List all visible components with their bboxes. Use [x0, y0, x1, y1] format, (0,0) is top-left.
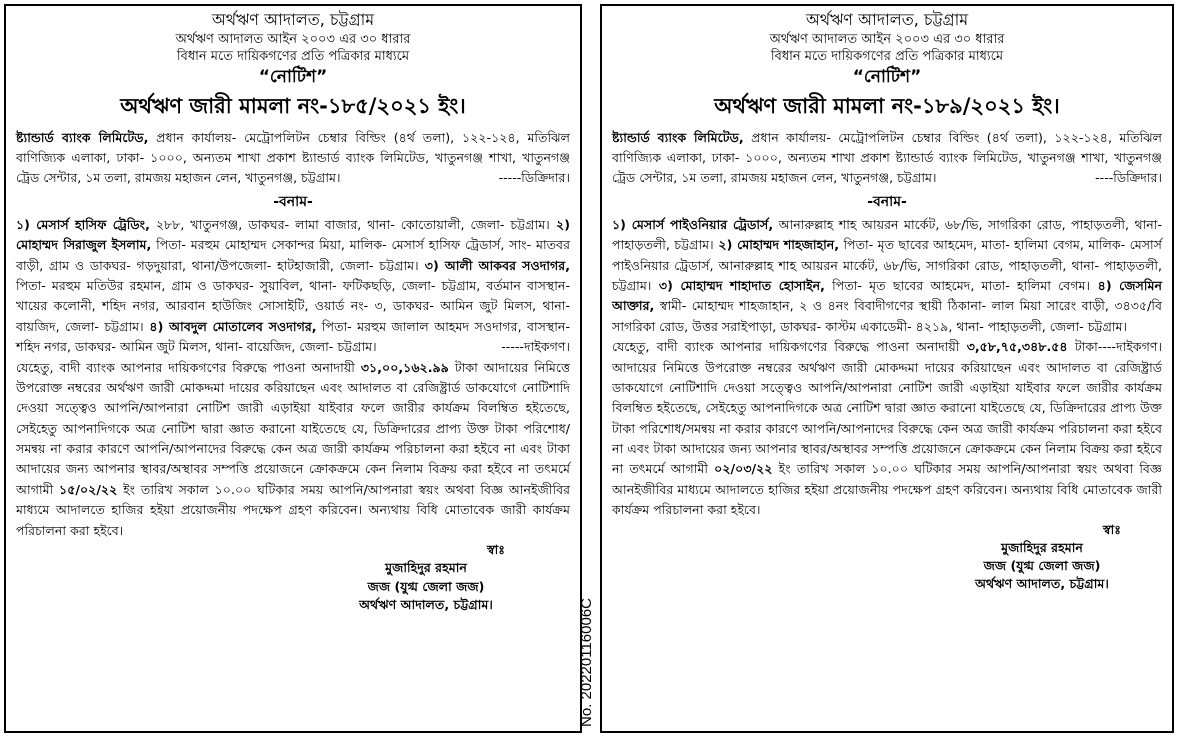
judge-title: জজ (যুগ্ম জেলা জজ) — [367, 578, 485, 594]
versus-label: -বনাম- — [273, 193, 313, 210]
plaintiff-role: ----ডিক্রিদার। — [1095, 170, 1162, 186]
hearing-date: ০২/০৩/২২ — [714, 461, 773, 477]
plaintiff-paragraph — [16, 128, 570, 189]
defendant-3-details: পিতা- মৃত ছাবের আহমেদ, মাতা- হালিমা বেগম। — [824, 277, 1091, 293]
judge-name: মুজাহিদুর রহমান — [385, 560, 467, 576]
notice-heading: “নোটিশ” — [258, 66, 328, 87]
plaintiff-address: প্রধান কার্যালয়- মেট্রোপলিটন চেম্বার বিল্ডিং (৪র্থ তলা), ১২২-১২৪, মতিঝিল বাণিজ্যিক এলাকা, ঢাকা- ১০০০, অন্যতম শাখা প্রকাশ ষ্ট্যান্ডার্ড ব্যাংক লিমিটেড, খাতুনগঞ্জ শাখা, খাতুনগঞ্জ ট্রেড সেন্টার, ১ম তলা, রামজয় মহাজন লেন, খাতুনগঞ্জ, চট্টগ্রাম। — [16, 129, 571, 186]
act-line-1: অর্থঋণ আদালত আইন ২০০৩ এর ৩০ ধারার — [175, 31, 411, 47]
signature-mark: স্বাঃ — [486, 542, 506, 558]
court-name: অর্থঋণ আদালত, চট্টগ্রাম — [805, 10, 969, 29]
defendant-4-name: ৪) আবদুল মোতালেব সওদাগর, — [143, 318, 317, 334]
judge-court: অর্থঋণ আদালত, চট্টগ্রাম। — [975, 576, 1109, 592]
signature-block — [912, 521, 1172, 594]
due-amount: ৩,৫৮,৭৫,৩৪৮.৫৪ — [966, 339, 1068, 355]
body-text-2: টাকা আদায়ের নিমিত্তে উপরোক্ত নম্বরের অর্থঋণ জারী মোকদ্দমা দায়ের করিয়াছেন এবং আদালত বা রেজিষ্ট্রার্ড ডাকযোগে নোটিশাদি দেওয়া সত্ত্বেও আপনি/আপনারা নোটিশ জারী এড়াইয়া যাইবার ফলে জারীর কার্যক্রম বিলম্বিত হইতেছে, সেইহেতু আপনাদিগকে অত্র নোটিশ দ্বারা জ্ঞাত করানো যাইতেছে যে, ডিক্রিদারের প্রাপ্য উক্ত টাকা পরিশোধ/সমন্বয় না করার কারণে আপনি/আপনাদের বিরুদ্ধে কেন অত্র জারী কার্যক্রম পরিচালনা করা হইবে না এবং টাকা আদায়ের জন্য আপনার স্থাবর/অস্থাবর সম্পত্তি প্রয়োজনে ক্রোকক্রমে কেন নিলাম বিক্রয় করা হইবে না তৎমর্মে আগামী — [16, 359, 570, 497]
notice-right — [600, 4, 1174, 733]
plaintiff-role: -----ডিক্রিদার। — [498, 170, 570, 186]
body-text-3: ইং তারিখ সকাল ১০.০০ ঘটিকার সময় আপনি/আপনারা স্বয়ং অথবা বিজ্ঞ আনইজীবির মাধ্যমে আদালতে হাজির হইয়া প্রয়োজনীয় পদক্ষেপ গ্রহণ করিবেন। অন্যথায় বিধি মোতাবেক জারী কার্যক্রম পরিচালনা করা হইবে। — [16, 481, 571, 538]
versus-label: -বনাম- — [867, 193, 907, 210]
case-title: অর্থঋণ জারী মামলা নং-১৮৫/২০২১ ইং। — [120, 93, 466, 118]
hearing-date: ১৫/০২/২২ — [59, 481, 118, 497]
signature-block — [286, 541, 566, 614]
body-text-3: ইং তারিখ সকাল ১০.০০ ঘটিকার সময় আপনি/আপনারা স্বয়ং অথবা বিজ্ঞ আনইজীবির মাধ্যমে আদালতে হাজির হইয়া প্রয়োজনীয় পদক্ষেপ গ্রহণ করিবেন। অন্যথায় বিধি মোতাবেক জারী কার্যক্রম পরিচালনা করা হইবে। — [612, 461, 1162, 518]
case-title: অর্থঋণ জারী মামলা নং-১৮৯/২০২১ ইং। — [714, 93, 1060, 118]
defendant-role: ----দাইকগণ। — [1097, 339, 1162, 355]
defendant-4-details: স্বামী- মোহাম্মদ শাহজাহান, ২ ও ৪নং বিবাদীগণের স্থায়ী ঠিকানা- লাল মিয়া সারেং বাড়ী, ৩৪৩৫/বি সাগরিকা রোড, উত্তর সরাইপাড়া, ডাকঘর- কাস্টম একাডেমী- ৪২১৯, থানা- পাহাড়তলী, জেলা- চট্টগ্রাম। — [612, 298, 1162, 334]
left-edge-mark — [0, 560, 3, 720]
plaintiff-name: ষ্ট্যান্ডার্ড ব্যাংক লিমিটেড, — [16, 129, 149, 145]
defendant-4-details: পিতা- মরহুম জালাল আহমদ সওদাগর, বাসস্থান- শহিদ নগর, ডাকঘর- আমিন জুট মিলস, থানা- বায়েজিদ, জেলা- চট্টগ্রাম। — [16, 318, 570, 355]
judge-court: অর্থঋণ আদালত, চট্টগ্রাম। — [359, 596, 493, 612]
due-amount: ৩১,০০,১৬২.৯৯ — [360, 359, 449, 375]
body-paragraph — [612, 337, 1162, 521]
plaintiff-address: প্রধান কার্যালয়- মেট্রোপলিটন চেম্বার বিল্ডিং (৪র্থ তলা), ১২২-১২৪, মতিঝিল বাণিজ্যিক এলাকা, ঢাকা- ১০০০, অন্যতম শাখা প্রকাশ ষ্ট্যান্ডার্ড ব্যাংক লিমিটেড, খাতুনগঞ্জ শাখা, খাতুনগঞ্জ ট্রেড সেন্টার, ১ম তলা, রামজয় মহাজন লেন, খাতুনগঞ্জ, চট্টগ্রাম। — [612, 129, 1162, 186]
defendant-1-name: ১) মেসার্স পাইওনিয়ার ট্রেডার্স, — [612, 216, 774, 232]
plaintiff-name: ষ্ট্যান্ডার্ড ব্যাংক লিমিটেড, — [612, 129, 744, 145]
plaintiff-paragraph — [612, 128, 1162, 189]
defendant-2-details: পিতা- মৃত ছাবের আহমেদ, মাতা- হালিমা বেগম, মালিক- মেসার্স পাইওনিয়ার ট্রেডার্স, আনারুল্লাহ শাহ আয়রন মার্কেট, ৬৮/ভি, সাগরিকা রোড, পাহাড়তলী, থানা- পাহাড়তলী, চট্টগ্রাম। — [612, 237, 1162, 293]
body-text-2: টাকা আদায়ের নিমিত্তে উপরোক্ত নম্বরের অর্থঋণ জারী মোকদ্দমা দায়ের করিয়াছেন এবং আদালত বা রেজিষ্ট্রার্ড ডাকযোগে নোটিশাদি দেওয়া সত্ত্বেও আপনি/আপনারা নোটিশ জারী এড়াইয়া যাইবার ফলে জারীর কার্যক্রম বিলম্বিত হইতেছে, সেইহেতু আপনাদিগকে অত্র নোটিশ দ্বারা জ্ঞাত করানো যাইতেছে যে, ডিক্রিদারের প্রাপ্য উক্ত টাকা পরিশোধ/সমন্বয় না করার কারণে আপনি/আপনাদের বিরুদ্ধে কেন অত্র জারী কার্যক্রম পরিচালনা করা হইবে না এবং টাকা আদায়ের জন্য আপনার স্থাবর/অস্থাবর সম্পত্তি প্রয়োজনে ক্রোকক্রমে কেন নিলাম বিক্রয় করা হইবে না তৎমর্মে আগামী — [612, 339, 1162, 477]
act-line-2: বিধান মতে দায়িকগণের প্রতি পত্রিকার মাধ্যমে — [770, 49, 1004, 65]
act-line-1: অর্থঋণ আদালত আইন ২০০৩ এর ৩০ ধারার — [769, 31, 1005, 47]
defendant-3-details: পিতা- মরহুম মতিউর রহমান, গ্রাম ও ডাকঘর- সুয়াবিল, থানা- ফটিকছড়ি, জেলা- চট্টগ্রাম, বর্তমান বাসস্থান- খায়ের কলোনী, শহিদ নগর, আরবান হাউজিং সোসাইটি, ওয়ার্ড নং- ৩, ডাকঘর- আমিন জুট মিলস, থানা- বায়জিদ, জেলা- চট্টগ্রাম। — [16, 277, 570, 334]
defendant-1-details: আনারুল্লাহ শাহ আয়রন মার্কেট, ৬৮/ভি, সাগরিকা রোড, পাহাড়তলী, থানা- পাহাড়তলী, চট্টগ্রাম। — [612, 216, 1162, 253]
defendant-1-details: ২৮৮, খাতুনগঞ্জ, ডাকঘর- লামা বাজার, থানা- কোতোয়ালী, জেলা- চট্টগ্রাম। — [149, 216, 550, 232]
body-text-1: যেহেতু, বাদী ব্যাংক আপনার দায়িকগণের বিরুদ্ধে পাওনা অনাদায়ী — [16, 359, 361, 375]
notice-heading: “নোটিশ” — [852, 66, 922, 87]
notice-left — [4, 4, 582, 733]
judge-name: মুজাহিদুর রহমান — [1001, 539, 1083, 555]
defendant-2-name: ২) মোহাম্মদ সিরাজুল ইসলাম, — [16, 216, 570, 253]
defendant-3-name: ৩) মোহাম্মদ শাহাদাত হোসাইন, — [651, 277, 825, 293]
court-name: অর্থঋণ আদালত, চট্টগ্রাম — [211, 10, 375, 29]
signature-mark: স্বাঃ — [1102, 521, 1122, 537]
defendant-1-name: ১) মেসার্স হাসিফ ট্রেডিং, — [16, 216, 150, 232]
defendant-2-name: ২) মোহাম্মদ শাহজাহান, — [713, 237, 840, 253]
defendant-2-details: পিতা- মরহুম মোহাম্মদ সেকান্দর মিয়া, মালিক- মেসার্স হাসিফ ট্রেডার্স, সাং- মাতবর বাড়ী, গ্রাম ও ডাকঘর- গড়দুয়ারা, থানা/উপজেলা- হাটহাজারী, জেলা- চট্টগ্রাম। — [16, 237, 570, 273]
defendant-4-name: ৪) জেসমিন আক্তার, — [612, 277, 1162, 314]
defendants-paragraph — [16, 215, 570, 358]
judge-title: জজ (যুগ্ম জেলা জজ) — [983, 558, 1101, 574]
defendant-3-name: ৩) আলী আকবর সওদাগর, — [418, 257, 571, 273]
defendant-role: -----দাইকগণ। — [501, 339, 570, 355]
act-line-2: বিধান মতে দায়িকগণের প্রতি পত্রিকার মাধ্যমে — [176, 49, 410, 65]
body-paragraph — [16, 358, 570, 542]
body-text-1: যেহেতু, বাদী ব্যাংক আপনার দায়িকগণের বিরুদ্ধে পাওনা অনাদায়ী — [612, 339, 967, 355]
side-serial-label: No. 20220116006C — [578, 598, 595, 727]
